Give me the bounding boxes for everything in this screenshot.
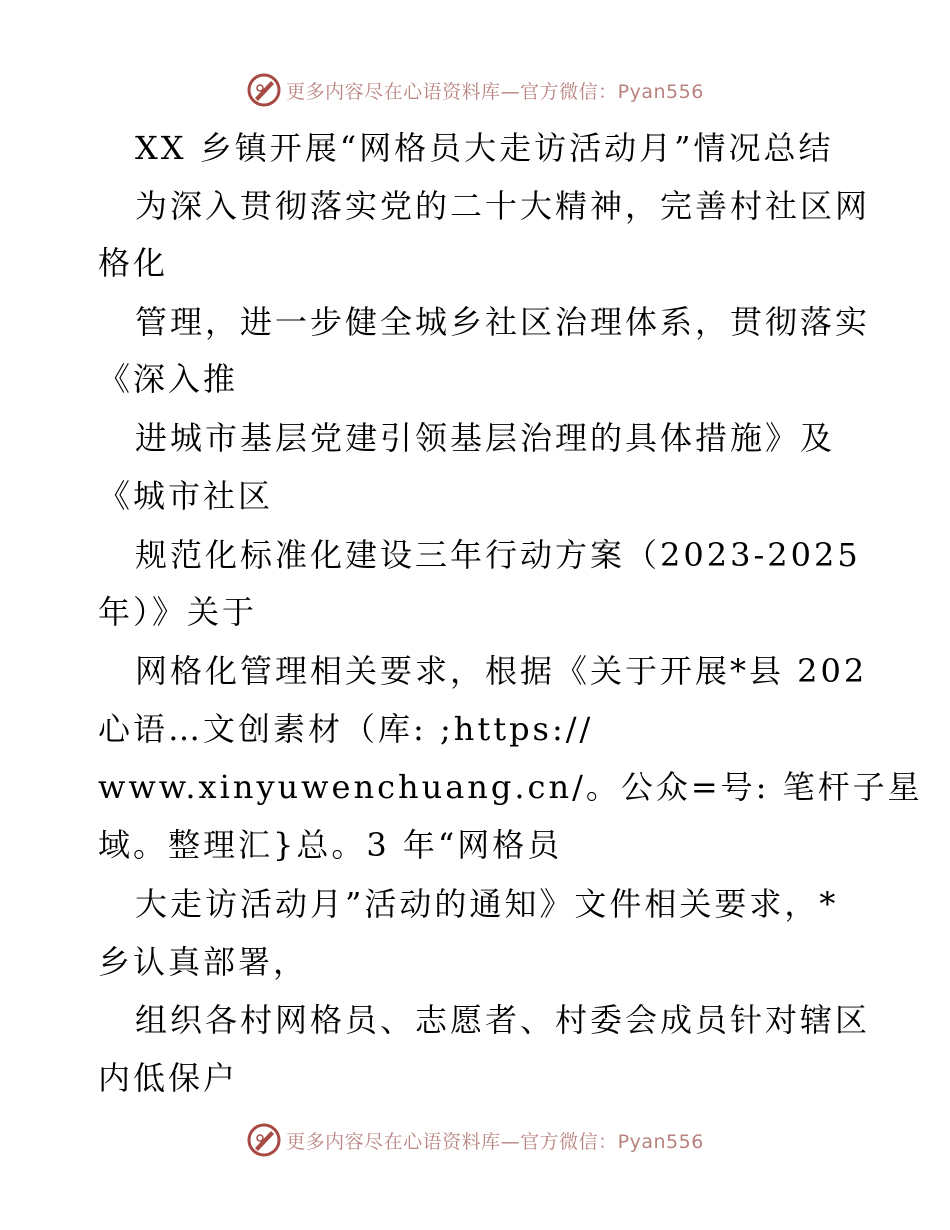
paragraph-line: 组织各村网格员、志愿者、村委会成员针对辖区: [135, 1001, 871, 1039]
paragraph-line: 心语…文创素材（库: ;https://: [98, 710, 594, 748]
paragraph-line: 《深入推: [98, 360, 239, 398]
footer-watermark: [0, 1120, 950, 1160]
brand-logo-icon: [246, 1122, 282, 1158]
paragraph-line: 进城市基层党建引领基层治理的具体措施》及: [135, 419, 836, 457]
paragraph-line: 乡认真部署，: [98, 943, 309, 981]
paragraph-line: www.xinyuwenchuang.cn/。公众=号: 笔杆子星: [98, 768, 923, 806]
document-title: XX 乡镇开展“网格员大走访活动月”情况总结: [135, 129, 834, 167]
header-watermark-text: 更多内容尽在心语资料库—官方微信：Pyan556: [286, 80, 704, 103]
paragraph-line: 网格化管理相关要求，根据《关于开展*县 202: [135, 652, 868, 690]
paragraph-line: 管理，进一步健全城乡社区治理体系，贯彻落实: [135, 303, 871, 341]
paragraph-line: 域。整理汇}总。3 年“网格员: [98, 826, 563, 864]
paragraph-line: 年）》关于: [98, 593, 258, 631]
paragraph-line: 规范化标准化建设三年行动方案（2023-2025: [135, 536, 861, 574]
paragraph-line: 为深入贯彻落实党的二十大精神，完善村社区网: [135, 187, 871, 225]
paragraph-line: 大走访活动月”活动的通知》文件相关要求，*: [135, 885, 839, 923]
footer-watermark-text: 更多内容尽在心语资料库—官方微信：Pyan556: [286, 1130, 704, 1153]
paragraph-line: 《城市社区: [98, 477, 274, 515]
paragraph-line: 内低保户: [98, 1059, 239, 1097]
paragraph-line: 格化: [98, 244, 169, 282]
